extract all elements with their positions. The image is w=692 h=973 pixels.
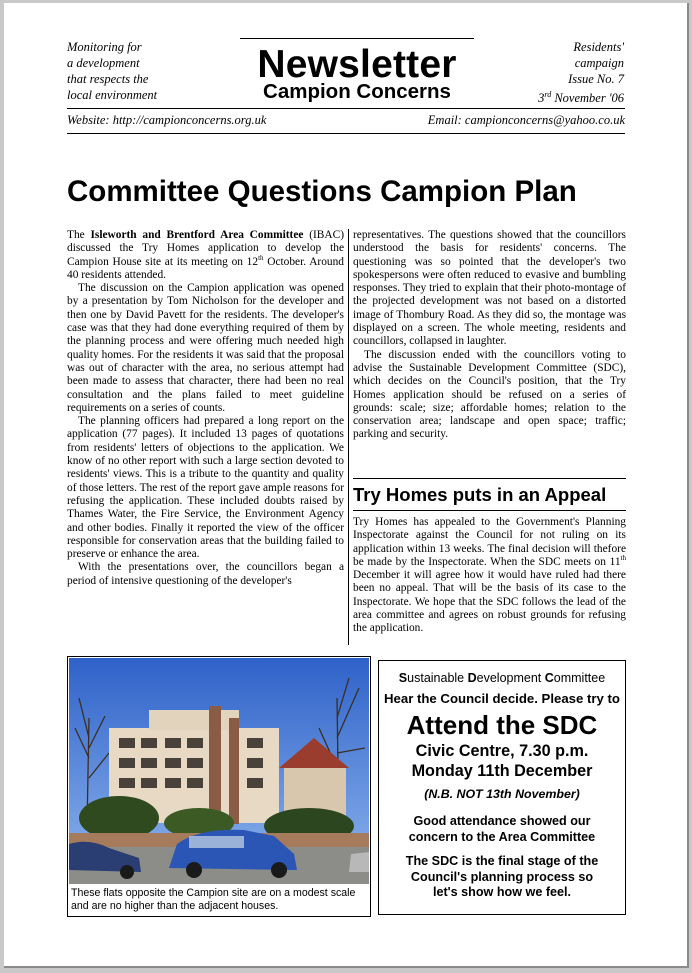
- email-link[interactable]: Email: campionconcerns@yahoo.co.uk: [427, 113, 625, 127]
- article-headline: Committee Questions Campion Plan: [67, 175, 577, 208]
- issue-number: Issue No. 7: [568, 72, 624, 86]
- masthead-tagline: [67, 39, 217, 103]
- newsletter-subtitle: Campion Concerns: [263, 80, 451, 103]
- appeal-article: [353, 516, 626, 636]
- issue-line: campaign: [574, 56, 624, 70]
- website-link[interactable]: Website: http://campionconcerns.org.uk: [67, 113, 267, 127]
- column-divider: [348, 229, 349, 645]
- committee-name: Isleworth and Brentford Area Committee: [90, 229, 304, 241]
- committee-heading: Sustainable Development Committee: [398, 671, 606, 685]
- appeal-headline: Try Homes puts in an Appeal: [353, 484, 607, 505]
- issue-date: 3rd November '06: [538, 90, 624, 106]
- appeal-top-rule: [353, 478, 626, 479]
- final-stage-note: The SDC is the final stage of the Council's planning process so let's show how we feel.: [405, 854, 599, 899]
- date-note: (N.B. NOT 13th November): [424, 787, 580, 801]
- tagline-line: Monitoring for: [67, 40, 142, 54]
- masthead-divider: [67, 108, 625, 109]
- article-paragraph: The discussion ended with the councillors voting to advise the Sustainable Development Committee (SDC), which decides on the Council's position, that the Try Homes application should be refused on a series of grounds: scale; size; affordable homes; relation to the conservation area; landscape and open space; traffic; parking and security.: [353, 348, 626, 441]
- tagline-line: a development: [67, 56, 140, 70]
- masthead-issue-info: [474, 39, 624, 106]
- article-column-right: [353, 229, 626, 442]
- article-paragraph: With the presentations over, the councillors began a period of intensive questioning of the developer's: [67, 561, 344, 587]
- meeting-date: Monday 11th December: [411, 761, 593, 780]
- article-paragraph: The discussion on the Campion application was opened by a presentation by Tom Nicholson for the developer and then one by David Pavett for the residents. The developer's case was that they had done everything required of them by the planning process and were offering much needed high quality homes. For the residents it was said that the proposal was out of character with the area, no serious attempt had been made to assess that character, there had been no real consultation and the plans failed to meet guideline requirements on a series of counts.: [67, 282, 344, 414]
- tagline-line: that respects the: [67, 72, 149, 86]
- flats-photo: [69, 658, 369, 884]
- article-paragraph: The Isleworth and Brentford Area Committee (IBAC) discussed the Try Homes application to develop the Campion House site at its meeting on 12th October. Around 40 residents attended.: [67, 229, 344, 281]
- masthead-top-rule: [240, 38, 474, 39]
- masthead-bottom-rule: [67, 133, 625, 134]
- attendance-note: Good attendance showed our concern to the Area Committee: [408, 814, 596, 844]
- article-paragraph: representatives. The questions showed that the councillors understood the basis for residents' concerns. The questioning was so pointed that the developer's two spokespersons were often reduced to evasive and bumbling responses. They tried to explain that their photo-montage of the projected development was not based on a distorted image of Thombury Road. As they did so, the montage was displayed on a screen. The whole meeting, residents and councillors, collapsed in laughter.: [353, 229, 626, 348]
- call-to-action: Hear the Council decide. Please try to: [384, 691, 620, 706]
- attend-heading: Attend the SDC: [406, 710, 598, 740]
- appeal-paragraph: Try Homes has appealed to the Government's Planning Inspectorate against the Council for not ruling on its application within 13 weeks. The final decision will thefore be made by the Inspectorate. When the SDC meets on 11th December it will agree how it would have ruled had there been no appeal. That will be the basis of its case to the Inspectorate. We hope that the SDC follows the lead of the area committee and agrees on robust grounds for refusing the application.: [353, 516, 626, 635]
- meeting-venue: Civic Centre, 7.30 p.m.: [415, 742, 589, 760]
- tagline-line: local environment: [67, 88, 158, 102]
- appeal-bottom-rule: [353, 510, 626, 511]
- photo-panel: [67, 656, 371, 917]
- article-paragraph: The planning officers had prepared a long report on the application (77 pages). It included 13 pages of quotations from residents' letters of objections to the application. We know of no other report with such a large section devoted to residents' views. This is a tribute to the quantity and quality of those letters. The rest of the report gave ample reasons for refusing the application. These included doubts raised by Thames Water, the Fire Service, the Environment Agency and other bodies. Finally it reported the view of the officer responsible for conservation areas that the building failed to preserve or enhance the area.: [67, 415, 344, 561]
- sdc-meeting-box: [378, 660, 626, 915]
- newsletter-title: Newsletter: [257, 43, 457, 86]
- photo-caption: These flats opposite the Campion site are on a modest scale and are no higher than the adjacent houses.: [71, 887, 356, 912]
- issue-line: Residents': [573, 40, 624, 54]
- newsletter-page: [4, 3, 689, 968]
- article-column-left: [67, 229, 344, 588]
